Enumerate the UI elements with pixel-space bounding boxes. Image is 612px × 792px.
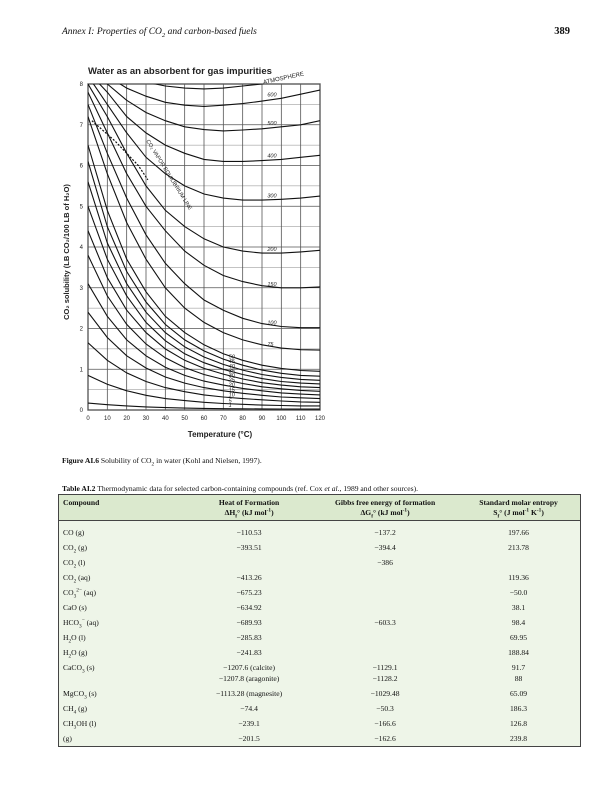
cell-heat: −110.53 — [236, 527, 262, 537]
cell-entropy: 186.3 — [510, 703, 528, 713]
x-tick-label: 50 — [181, 416, 189, 422]
x-tick-label: 0 — [86, 416, 90, 422]
y-tick-label: 3 — [79, 285, 83, 292]
cell-gibbs — [313, 570, 457, 585]
cell-entropy: 69.95 — [510, 632, 528, 642]
cell-entropy: −50.0 — [509, 587, 528, 597]
table-row — [59, 660, 581, 686]
x-tick-label: 60 — [200, 416, 208, 422]
x-tick-label: 120 — [314, 416, 326, 422]
table-row — [59, 716, 581, 731]
x-tick-label: 100 — [276, 416, 287, 422]
cell-compound: CO (g) — [63, 527, 85, 537]
cell-compound: (g) — [63, 733, 72, 743]
cell-heat: −74.4 — [240, 703, 258, 713]
y-tick-label: 8 — [79, 82, 83, 88]
series-label-500: 500 — [267, 120, 277, 127]
cell-entropy: 239.8 — [510, 733, 528, 743]
header-heat-of-formation: Heat of Formation $\Delta H_f^\circ$ (kJ mol$^{-1}$) — [185, 495, 313, 521]
table-header-row — [59, 495, 581, 521]
cell-gibbs: −166.6 — [374, 718, 396, 728]
y-tick-label: 1 — [79, 367, 83, 374]
table-row — [59, 555, 581, 570]
y-tick-label: 4 — [79, 245, 83, 251]
header-gibbs-free-energy: Gibbs free energy of formation $\Delta G_f^\circ$ (kJ mol$^{-1}$) — [313, 495, 457, 521]
solubility-chart — [60, 62, 330, 442]
cell-entropy: 188.84 — [508, 647, 529, 657]
cell-compound: $CO_2$ (aq) — [63, 572, 91, 585]
series-label-600: 600 — [267, 92, 277, 99]
table-row — [59, 686, 581, 701]
table-row — [59, 615, 581, 630]
table-row — [59, 731, 581, 747]
x-tick-label: 110 — [295, 416, 306, 422]
cell-heat: −241.83 — [236, 647, 262, 657]
cell-compound: $CH_3OH$ (l) — [63, 718, 97, 731]
cell-entropy: 98.4 — [511, 617, 526, 627]
cell-heat: −689.93 — [236, 617, 262, 627]
cell-compound: $CO_3^{2-}$ (aq) — [63, 586, 96, 600]
series-label-30: 30 — [228, 373, 235, 380]
cell-compound: $HCO_3^-$ (aq) — [63, 616, 99, 630]
page-number: 389 — [554, 26, 570, 37]
series-label-5: 5 — [228, 398, 232, 405]
series-label-15: 15 — [228, 387, 235, 394]
cell-gibbs — [313, 600, 457, 615]
table-row — [59, 600, 581, 615]
cell-entropy: 38.1 — [511, 602, 526, 612]
cell-compound: CaCO$_3$ (s) — [63, 662, 95, 675]
table-row — [59, 525, 581, 540]
cell-gibbs — [313, 645, 457, 660]
header-compound: Compound — [59, 495, 186, 521]
cell-compound: $CH_4$ (g) — [63, 703, 87, 716]
x-tick-label: 40 — [161, 416, 169, 422]
series-label-20: 20 — [228, 382, 235, 389]
thermodynamic-data-table — [58, 494, 581, 747]
series-label-200: 200 — [267, 247, 277, 254]
cell-heat: −285.83 — [236, 632, 262, 642]
cell-heat — [185, 555, 313, 570]
cell-gibbs: −162.6 — [374, 733, 396, 743]
series-label-45: 45 — [228, 359, 235, 366]
cell-compound: $H_2O$ (g) — [63, 647, 88, 660]
cell-gibbs: −603.3 — [374, 617, 396, 627]
cell-compound: $CO_2$ (l) — [63, 557, 86, 570]
cell-heat: −201.5 — [238, 733, 260, 743]
cell-entropy: 213.78 — [508, 542, 529, 552]
cell-compound: MgCO$_3$ (s) — [63, 688, 97, 701]
cell-entropy: 126.8 — [510, 718, 528, 728]
y-tick-label: 6 — [79, 163, 83, 170]
atmosphere-label: ATMOSPHERE — [262, 71, 305, 87]
cell-gibbs: −394.4 — [374, 542, 396, 552]
cell-heat: −1207.6 (calcite) −1207.8 (aragonite) — [218, 662, 280, 683]
cell-gibbs: −1029.48 — [370, 688, 400, 698]
table-row — [59, 701, 581, 716]
cell-heat: −393.51 — [236, 542, 262, 552]
vapor-equilibrium-line — [92, 121, 148, 180]
cell-compound: $CO_2$ (g) — [63, 542, 87, 555]
x-tick-label: 10 — [103, 416, 111, 422]
cell-heat: −1113.28 (magnesite) — [216, 688, 283, 698]
series-label-1: 1 — [228, 402, 232, 409]
series-label-75: 75 — [267, 342, 274, 349]
table-caption: Table AI.2 Thermodynamic data for selected carbon-containing compounds (ref. Cox et al., 1989 and other sources). — [62, 484, 418, 493]
x-tick-label: 70 — [219, 416, 227, 422]
x-axis-label: Temperature (°C) — [187, 430, 253, 439]
x-tick-label: 90 — [258, 416, 266, 422]
series-label-40: 40 — [228, 364, 235, 371]
series-label-300: 300 — [267, 193, 277, 200]
cell-entropy: 119.36 — [508, 572, 529, 582]
cell-heat: −675.23 — [236, 587, 262, 597]
series-label-25: 25 — [228, 377, 235, 384]
chart-series-labels — [228, 92, 278, 409]
cell-compound: CaO (s) — [63, 602, 87, 612]
series-label-400: 400 — [267, 153, 277, 160]
cell-gibbs: −137.2 — [374, 527, 396, 537]
y-tick-label: 0 — [79, 408, 83, 414]
series-label-50: 50 — [228, 354, 235, 361]
table-row — [59, 540, 581, 555]
series-label-150: 150 — [267, 281, 277, 288]
running-header-title: Annex I: Properties of $CO_2$ and carbon-based fuels — [62, 27, 257, 39]
header-standard-molar-entropy: Standard molar entropy $S_f^\circ$ (J mol$^{-1}$ $K^{-1}$) — [457, 495, 580, 521]
y-tick-label: 7 — [79, 122, 83, 129]
vapor-equilibrium-annotation: CO₂ VAPOR EQUILIBRIUM LINE — [144, 138, 193, 212]
y-axis-label: CO₂ solubility (LB CO₂/100 LB of H₂O) — [62, 184, 71, 320]
x-tick-label: 30 — [142, 416, 150, 422]
x-tick-label: 20 — [123, 416, 131, 422]
cell-gibbs: −386 — [377, 557, 393, 567]
x-tick-label: 80 — [239, 416, 247, 422]
cell-heat: −239.1 — [238, 718, 260, 728]
series-label-35: 35 — [228, 368, 235, 375]
cell-entropy: 197.66 — [508, 527, 529, 537]
y-tick-label: 5 — [79, 204, 83, 211]
series-label-100: 100 — [267, 320, 277, 327]
cell-heat: −413.26 — [236, 572, 262, 582]
table-row — [59, 645, 581, 660]
y-tick-label: 2 — [79, 326, 83, 333]
cell-entropy: 65.09 — [510, 688, 528, 698]
cell-gibbs — [313, 630, 457, 645]
chart-title: Water as an absorbent for gas impurities — [88, 66, 272, 77]
cell-heat: −634.92 — [236, 602, 262, 612]
table-row — [59, 585, 581, 600]
cell-compound: $H_2O$ (l) — [63, 632, 86, 645]
figure-caption: Figure AI.6 Solubility of $CO_2$ in water (Kohl and Nielsen, 1997). — [62, 456, 262, 468]
cell-gibbs — [313, 585, 457, 600]
table-row — [59, 570, 581, 585]
series-label-10: 10 — [228, 392, 235, 399]
cell-entropy — [457, 555, 580, 570]
cell-entropy: 91.7 88 — [511, 662, 526, 683]
chart-grid — [88, 84, 320, 410]
table-row — [59, 630, 581, 645]
cell-gibbs: −1129.1 −1128.2 — [372, 662, 398, 683]
cell-gibbs: −50.3 — [376, 703, 394, 713]
